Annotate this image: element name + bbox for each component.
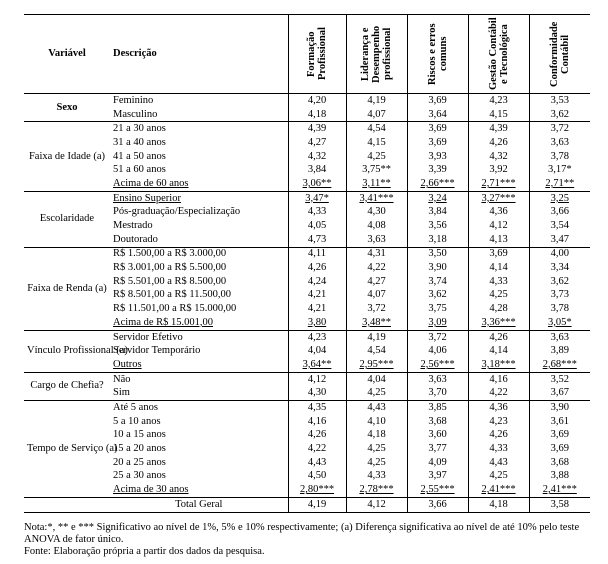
value-cell: 4,14 <box>468 344 529 358</box>
value-cell: 4,23 <box>288 330 346 344</box>
value-cell: 4,32 <box>468 150 529 164</box>
value-cell: 4,05 <box>288 219 346 233</box>
variable-cell: Sexo <box>24 94 110 122</box>
value-cell: 4,50 <box>288 470 346 484</box>
value-cell: 4,15 <box>346 136 407 150</box>
value-cell: 4,10 <box>346 415 407 429</box>
value-cell: 3,78 <box>529 302 590 316</box>
description-cell: Acima de R$ 15.001,00 <box>110 316 288 330</box>
value-cell: 3,52 <box>529 372 590 386</box>
value-cell: 4,19 <box>346 330 407 344</box>
value-cell: 2,41*** <box>468 483 529 497</box>
variable-cell: Cargo de Chefia? <box>24 372 110 400</box>
variable-cell: Vínculo Profissional (a) <box>24 330 110 372</box>
value-cell: 3,74 <box>407 275 468 289</box>
value-cell: 4,43 <box>346 401 407 415</box>
total-value: 3,66 <box>407 497 468 512</box>
value-cell: 3,34 <box>529 261 590 275</box>
value-cell: 3,90 <box>529 401 590 415</box>
description-cell: R$ 5.501,00 a R$ 8.500,00 <box>113 275 227 287</box>
value-cell: 4,54 <box>346 122 407 136</box>
value-cell: 3,18*** <box>468 358 529 372</box>
value-cell: 3,85 <box>407 401 468 415</box>
value-cell: 4,13 <box>468 233 529 247</box>
value-cell: 3,63 <box>346 233 407 247</box>
value-cell: 3,05* <box>529 316 590 330</box>
value-cell: 4,04 <box>346 372 407 386</box>
value-cell: 3,47* <box>288 191 346 205</box>
value-cell: 3,18 <box>407 233 468 247</box>
value-cell: 2,56*** <box>407 358 468 372</box>
value-cell: 4,30 <box>346 206 407 220</box>
description-cell: Masculino <box>110 108 288 122</box>
description-cell: Feminino <box>113 94 154 106</box>
value-cell: 4,20 <box>288 94 346 108</box>
value-cell: 4,26 <box>468 429 529 443</box>
value-cell: 3,92 <box>468 163 529 177</box>
value-cell: 3,80 <box>288 316 346 330</box>
value-cell: 4,27 <box>346 275 407 289</box>
header-riscos <box>407 15 468 94</box>
value-cell: 4,07 <box>346 108 407 122</box>
value-cell: 2,55*** <box>407 483 468 497</box>
value-cell: 4,25 <box>346 456 407 470</box>
value-cell: 3,62 <box>407 289 468 303</box>
value-cell: 2,71*** <box>468 177 529 191</box>
variable-cell: Faixa de Renda (a) <box>24 247 110 330</box>
table-row <box>24 372 590 386</box>
value-cell: 2,68*** <box>529 358 590 372</box>
value-cell: 4,26 <box>288 429 346 443</box>
value-cell: 4,31 <box>346 247 407 261</box>
value-cell: 4,22 <box>288 442 346 456</box>
value-cell: 4,43 <box>468 456 529 470</box>
value-cell: 4,73 <box>288 233 346 247</box>
value-cell: 4,23 <box>468 415 529 429</box>
value-cell: 3,89 <box>529 344 590 358</box>
value-cell: 4,14 <box>468 261 529 275</box>
description-cell: 41 a 50 anos <box>113 150 166 162</box>
header-variable: Variável <box>24 15 110 94</box>
value-cell: 3,84 <box>407 206 468 220</box>
value-cell: 4,39 <box>288 122 346 136</box>
value-cell: 4,25 <box>346 442 407 456</box>
value-cell: 4,33 <box>468 275 529 289</box>
value-cell: 4,22 <box>468 386 529 400</box>
value-cell: 3,11** <box>346 177 407 191</box>
description-cell: Ensino Superior <box>113 192 181 204</box>
value-cell: 3,77 <box>407 442 468 456</box>
value-cell: 3,27*** <box>468 191 529 205</box>
header-lideranca <box>346 15 407 94</box>
total-spacer <box>24 497 110 512</box>
header-formacao <box>288 15 346 94</box>
value-cell: 4,18 <box>346 429 407 443</box>
value-cell: 4,36 <box>468 206 529 220</box>
value-cell: 2,95*** <box>346 358 407 372</box>
value-cell: 3,73 <box>529 289 590 303</box>
total-value: 4,18 <box>468 497 529 512</box>
value-cell: 4,43 <box>288 456 346 470</box>
description-cell: 15 a 20 anos <box>113 443 166 455</box>
table-row <box>24 94 590 108</box>
value-cell: 4,04 <box>288 344 346 358</box>
value-cell: 3,72 <box>346 302 407 316</box>
value-cell: 3,69 <box>407 94 468 108</box>
description-cell: Acima de 30 anos <box>110 483 288 497</box>
table-row <box>24 122 590 136</box>
value-cell: 3,75** <box>346 163 407 177</box>
value-cell: 4,06 <box>407 344 468 358</box>
description-cell: R$ 3.001,00 a R$ 5.500,00 <box>113 262 227 274</box>
value-cell: 3,72 <box>529 122 590 136</box>
total-value: 3,58 <box>529 497 590 512</box>
header-formacao-label: Formação Profissional <box>306 27 328 81</box>
description-cell: Outros <box>110 358 288 372</box>
note-text: Nota:*, ** e *** Significativo ao nível de 1%, 5% e 10% respectivamente; (a) Diferença significativa ao nível de até 10% pelo teste ANOVA de fator único. <box>24 522 580 545</box>
value-cell: 3,62 <box>529 108 590 122</box>
value-cell: 3,61 <box>529 415 590 429</box>
value-cell: 3,36*** <box>468 316 529 330</box>
value-cell: 3,97 <box>407 470 468 484</box>
value-cell: 3,64** <box>288 358 346 372</box>
description-cell: 20 a 25 anos <box>113 456 166 468</box>
value-cell: 4,54 <box>346 344 407 358</box>
value-cell: 4,27 <box>288 136 346 150</box>
description-cell: Servidor Efetivo <box>113 331 183 343</box>
value-cell: 3,68 <box>529 456 590 470</box>
value-cell: 4,07 <box>346 289 407 303</box>
table-row <box>24 330 590 344</box>
value-cell: 3,17* <box>529 163 590 177</box>
value-cell: 3,48** <box>346 316 407 330</box>
variable-cell: Faixa de Idade (a) <box>24 122 110 191</box>
value-cell: 2,80*** <box>288 483 346 497</box>
value-cell: 3,24 <box>407 191 468 205</box>
value-cell: 3,69 <box>529 442 590 456</box>
description-cell: Não <box>113 373 131 385</box>
value-cell: 4,30 <box>288 386 346 400</box>
header-row <box>24 15 590 94</box>
value-cell: 4,25 <box>346 386 407 400</box>
value-cell: 4,23 <box>468 94 529 108</box>
value-cell: 4,36 <box>468 401 529 415</box>
description-cell: R$ 11.501,00 a R$ 15.000,00 <box>113 303 237 315</box>
description-cell: R$ 1.500,00 a R$ 3.000,00 <box>113 248 227 260</box>
description-cell: Sim <box>110 386 288 400</box>
description-cell: 25 a 30 anos <box>113 470 166 482</box>
value-cell: 3,56 <box>407 219 468 233</box>
header-description: Descrição <box>110 15 288 94</box>
value-cell: 4,16 <box>468 372 529 386</box>
value-cell: 4,35 <box>288 401 346 415</box>
value-cell: 3,47 <box>529 233 590 247</box>
value-cell: 4,26 <box>468 136 529 150</box>
value-cell: 4,11 <box>288 247 346 261</box>
header-gestao <box>468 15 529 94</box>
value-cell: 4,32 <box>288 150 346 164</box>
value-cell: 3,25 <box>529 191 590 205</box>
total-label: Total Geral <box>110 497 288 512</box>
value-cell: 4,21 <box>288 289 346 303</box>
total-value: 4,19 <box>288 497 346 512</box>
value-cell: 3,60 <box>407 429 468 443</box>
description-cell: Pós-graduação/Especialização <box>113 206 241 218</box>
value-cell: 3,39 <box>407 163 468 177</box>
table-body <box>24 94 590 513</box>
description-cell: Acima de 60 anos <box>110 177 288 191</box>
value-cell: 3,70 <box>407 386 468 400</box>
value-cell: 3,06** <box>288 177 346 191</box>
value-cell: 3,69 <box>407 122 468 136</box>
description-cell: 10 a 15 anos <box>113 429 166 441</box>
description-cell: Doutorado <box>110 233 288 247</box>
value-cell: 3,66 <box>529 206 590 220</box>
table-row <box>24 191 590 205</box>
description-cell: Servidor Temporário <box>113 345 201 357</box>
value-cell: 3,78 <box>529 150 590 164</box>
value-cell: 3,53 <box>529 94 590 108</box>
value-cell: 4,26 <box>288 261 346 275</box>
value-cell: 4,28 <box>468 302 529 316</box>
value-cell: 4,12 <box>288 372 346 386</box>
value-cell: 3,72 <box>407 330 468 344</box>
value-cell: 4,12 <box>468 219 529 233</box>
results-table <box>24 14 590 513</box>
header-lideranca-label: Liderança e Desempenho profissional <box>360 25 393 83</box>
value-cell: 4,08 <box>346 219 407 233</box>
variable-cell: Tempo de Serviço (a) <box>24 401 110 498</box>
value-cell: 3,88 <box>529 470 590 484</box>
table-notes <box>24 522 590 558</box>
value-cell: 3,64 <box>407 108 468 122</box>
value-cell: 4,24 <box>288 275 346 289</box>
value-cell: 4,18 <box>288 108 346 122</box>
value-cell: 4,39 <box>468 122 529 136</box>
table-row <box>24 401 590 415</box>
value-cell: 4,09 <box>407 456 468 470</box>
value-cell: 4,25 <box>346 150 407 164</box>
value-cell: 4,26 <box>468 330 529 344</box>
description-cell: 21 a 30 anos <box>113 123 166 135</box>
value-cell: 3,63 <box>407 372 468 386</box>
value-cell: 2,66*** <box>407 177 468 191</box>
value-cell: 3,68 <box>407 415 468 429</box>
value-cell: 3,54 <box>529 219 590 233</box>
value-cell: 4,16 <box>288 415 346 429</box>
value-cell: 2,71** <box>529 177 590 191</box>
description-cell: Mestrado <box>113 220 153 232</box>
total-value: 4,12 <box>346 497 407 512</box>
description-cell: 5 a 10 anos <box>113 415 161 427</box>
value-cell: 4,00 <box>529 247 590 261</box>
header-conformidade <box>529 15 590 94</box>
value-cell: 4,19 <box>346 94 407 108</box>
header-conformidade-label: Conformidade Contábil <box>548 21 571 87</box>
value-cell: 3,69 <box>529 429 590 443</box>
source-text: Fonte: Elaboração própria a partir dos dados da pesquisa. <box>24 546 265 557</box>
description-cell: 51 a 60 anos <box>113 164 166 176</box>
value-cell: 4,25 <box>468 289 529 303</box>
value-cell: 4,33 <box>288 206 346 220</box>
total-row <box>24 497 590 512</box>
value-cell: 2,41*** <box>529 483 590 497</box>
description-cell: Até 5 anos <box>113 401 158 413</box>
value-cell: 3,90 <box>407 261 468 275</box>
value-cell: 3,50 <box>407 247 468 261</box>
value-cell: 3,09 <box>407 316 468 330</box>
value-cell: 3,67 <box>529 386 590 400</box>
value-cell: 3,84 <box>288 163 346 177</box>
value-cell: 4,22 <box>346 261 407 275</box>
value-cell: 3,63 <box>529 330 590 344</box>
value-cell: 4,33 <box>346 470 407 484</box>
value-cell: 3,63 <box>529 136 590 150</box>
header-riscos-label: Riscos e erros comuns <box>426 23 449 85</box>
value-cell: 4,21 <box>288 302 346 316</box>
value-cell: 4,15 <box>468 108 529 122</box>
value-cell: 2,78*** <box>346 483 407 497</box>
value-cell: 3,69 <box>407 136 468 150</box>
description-cell: R$ 8.501,00 a R$ 11.500,00 <box>113 289 232 301</box>
value-cell: 3,69 <box>468 247 529 261</box>
table-row <box>24 247 590 261</box>
value-cell: 3,93 <box>407 150 468 164</box>
description-cell: 31 a 40 anos <box>113 136 166 148</box>
value-cell: 4,33 <box>468 442 529 456</box>
value-cell: 3,75 <box>407 302 468 316</box>
value-cell: 4,25 <box>468 470 529 484</box>
value-cell: 3,41*** <box>346 191 407 205</box>
value-cell: 3,62 <box>529 275 590 289</box>
variable-cell: Escolaridade <box>24 191 110 247</box>
header-gestao-label: Gestão Contábil e Tecnológica <box>487 17 510 91</box>
